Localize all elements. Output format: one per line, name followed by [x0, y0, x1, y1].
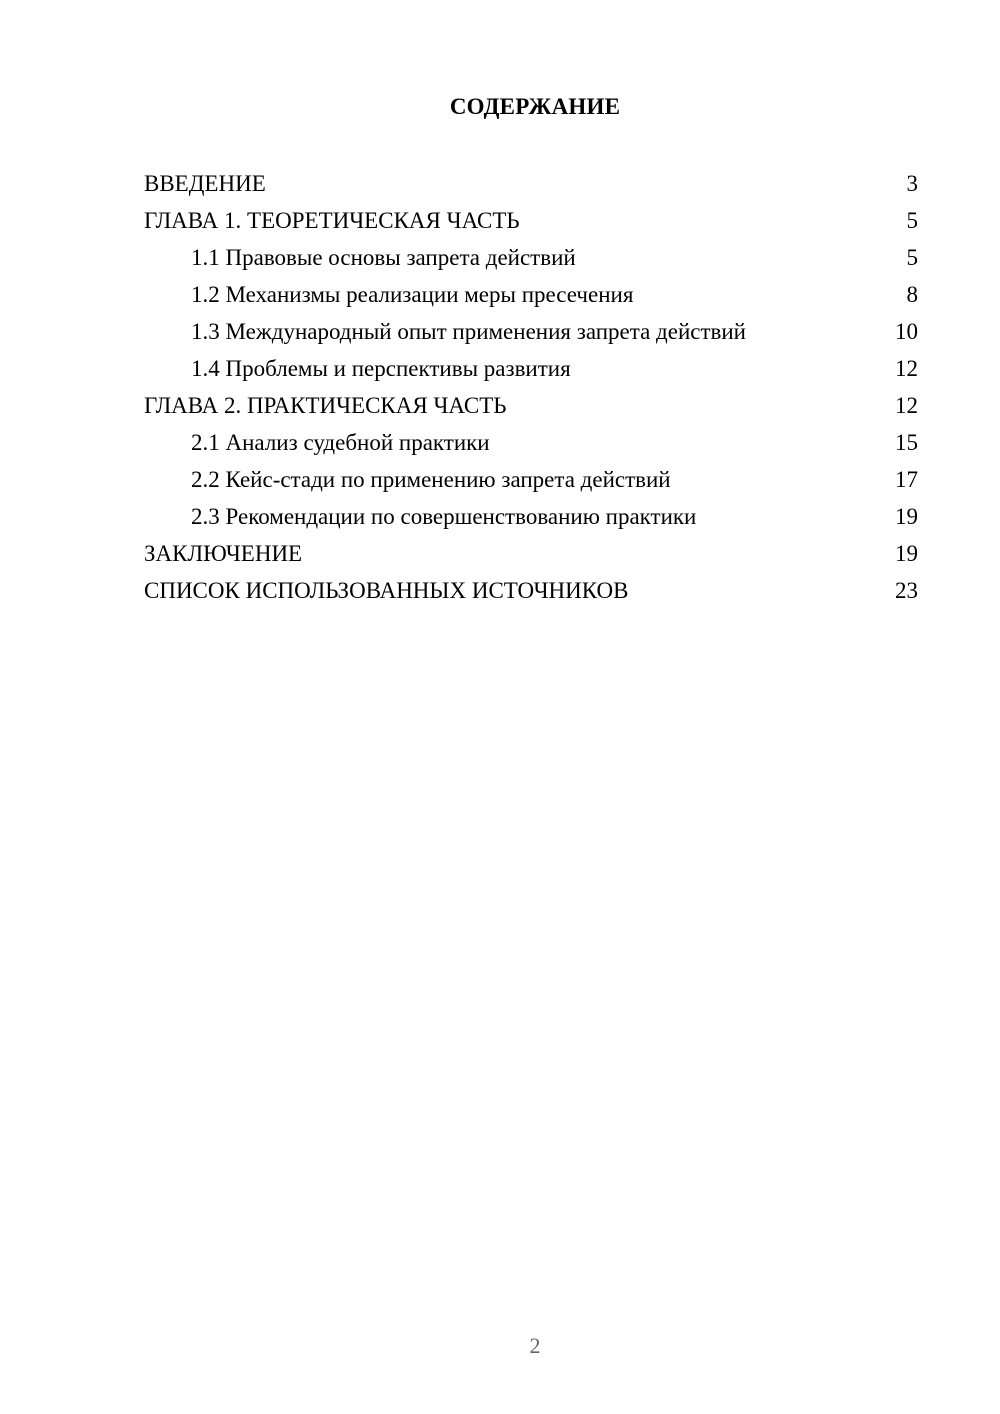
page-number: 2	[529, 1333, 541, 1358]
toc-entry-label: 1.4 Проблемы и перспективы развития	[191, 356, 571, 381]
toc-entry-page: 8	[906, 282, 918, 307]
toc-entry-page: 19	[895, 541, 918, 566]
toc-entry-page: 3	[906, 171, 918, 196]
toc-entry-section-2-2[interactable]	[144, 461, 918, 498]
toc-entry-chapter-2[interactable]	[144, 387, 918, 424]
toc-entry-label: ГЛАВА 2. ПРАКТИЧЕСКАЯ ЧАСТЬ	[144, 393, 507, 418]
toc-entry-label: ВВЕДЕНИЕ	[144, 171, 266, 196]
toc-entry-section-2-3[interactable]	[144, 498, 918, 535]
toc-entry-page: 17	[895, 467, 918, 492]
table-of-contents	[144, 165, 918, 609]
toc-entry-page: 12	[895, 356, 918, 381]
toc-entry-introduction[interactable]	[144, 165, 918, 202]
toc-entry-page: 23	[895, 578, 918, 603]
toc-entry-page: 19	[895, 504, 918, 529]
toc-entry-label: ГЛАВА 1. ТЕОРЕТИЧЕСКАЯ ЧАСТЬ	[144, 208, 520, 233]
toc-entry-section-1-4[interactable]	[144, 350, 918, 387]
toc-entry-label: 2.2 Кейс-стади по применению запрета действий	[191, 467, 671, 492]
toc-entry-label: СПИСОК ИСПОЛЬЗОВАННЫХ ИСТОЧНИКОВ	[144, 578, 629, 603]
toc-entry-label: 2.1 Анализ судебной практики	[191, 430, 490, 455]
toc-entry-label: 2.3 Рекомендации по совершенствованию практики	[191, 504, 697, 529]
toc-entry-references[interactable]	[144, 572, 918, 609]
toc-entry-chapter-1[interactable]	[144, 202, 918, 239]
toc-entry-section-1-1[interactable]	[144, 239, 918, 276]
toc-entry-page: 5	[906, 208, 918, 233]
toc-entry-page: 10	[895, 319, 918, 344]
toc-entry-label: 1.2 Механизмы реализации меры пресечения	[191, 282, 634, 307]
toc-entry-section-2-1[interactable]	[144, 424, 918, 461]
toc-entry-page: 5	[906, 245, 918, 270]
toc-entry-label: ЗАКЛЮЧЕНИЕ	[144, 541, 303, 566]
toc-entry-section-1-2[interactable]	[144, 276, 918, 313]
toc-entry-conclusion[interactable]	[144, 535, 918, 572]
toc-entry-page: 12	[895, 393, 918, 418]
page-title: СОДЕРЖАНИЕ	[449, 94, 621, 119]
toc-entry-label: 1.1 Правовые основы запрета действий	[191, 245, 576, 270]
toc-entry-label: 1.3 Международный опыт применения запрета действий	[191, 319, 746, 344]
toc-entry-section-1-3[interactable]	[144, 313, 918, 350]
toc-entry-page: 15	[895, 430, 918, 455]
